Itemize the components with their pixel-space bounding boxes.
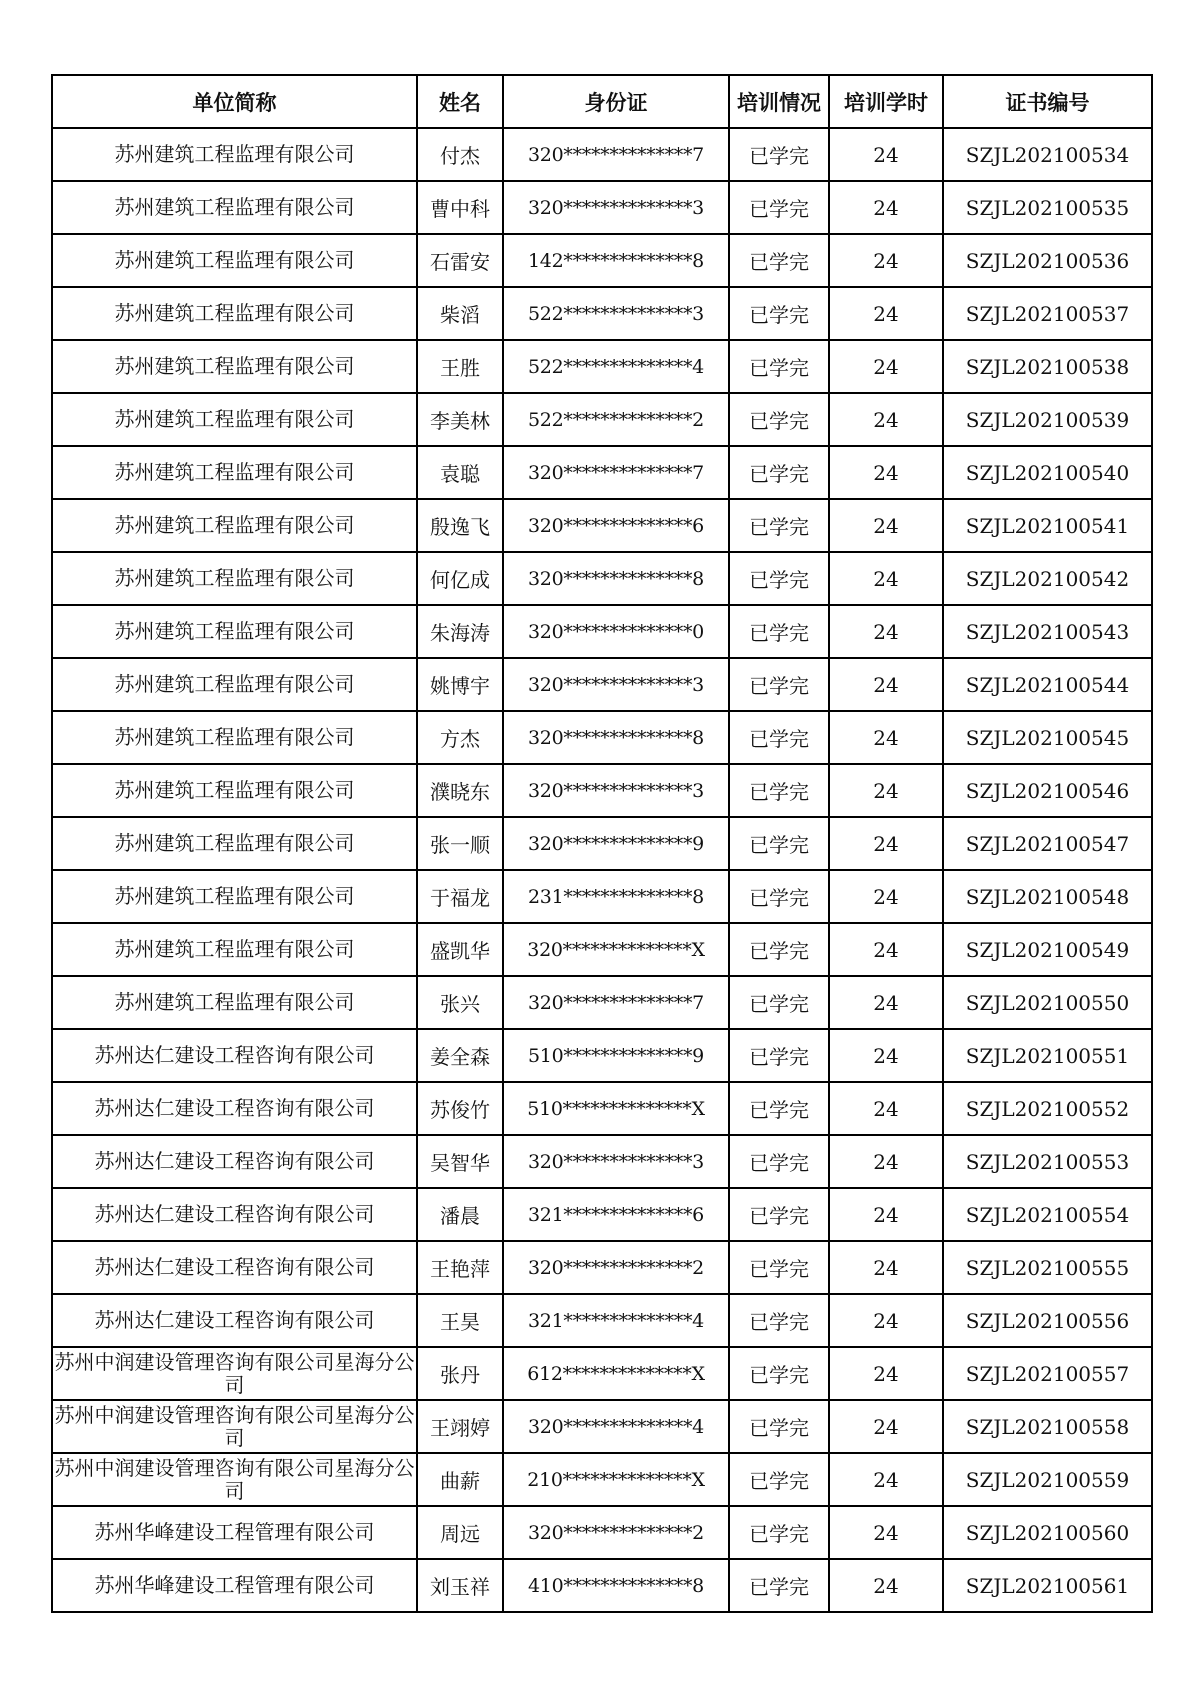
training-status-cell: 已学完 xyxy=(729,1453,829,1506)
company-cell: 苏州建筑工程监理有限公司 xyxy=(52,234,417,287)
table-row xyxy=(52,1294,1152,1347)
name-cell: 王翊婷 xyxy=(417,1400,503,1453)
id-number-cell: 320**************0 xyxy=(503,605,729,658)
table-row xyxy=(52,340,1152,393)
certificate-number-cell: SZJL202100538 xyxy=(943,340,1152,393)
name-cell: 吴智华 xyxy=(417,1135,503,1188)
name-cell: 盛凯华 xyxy=(417,923,503,976)
certificate-number-cell: SZJL202100542 xyxy=(943,552,1152,605)
certificate-number-cell: SZJL202100550 xyxy=(943,976,1152,1029)
company-cell: 苏州达仁建设工程咨询有限公司 xyxy=(52,1135,417,1188)
training-record-table-container xyxy=(51,74,1151,1613)
column-header-company: 单位简称 xyxy=(52,75,417,128)
training-status-cell: 已学完 xyxy=(729,711,829,764)
name-cell: 张一顺 xyxy=(417,817,503,870)
company-cell: 苏州达仁建设工程咨询有限公司 xyxy=(52,1294,417,1347)
company-cell: 苏州建筑工程监理有限公司 xyxy=(52,340,417,393)
company-cell: 苏州建筑工程监理有限公司 xyxy=(52,711,417,764)
training-status-cell: 已学完 xyxy=(729,552,829,605)
table-row xyxy=(52,234,1152,287)
certificate-number-cell: SZJL202100547 xyxy=(943,817,1152,870)
training-status-cell: 已学完 xyxy=(729,1294,829,1347)
training-hours-cell: 24 xyxy=(829,1559,943,1612)
training-hours-cell: 24 xyxy=(829,446,943,499)
id-number-cell: 522**************4 xyxy=(503,340,729,393)
name-cell: 曹中科 xyxy=(417,181,503,234)
name-cell: 于福龙 xyxy=(417,870,503,923)
company-cell: 苏州建筑工程监理有限公司 xyxy=(52,128,417,181)
company-cell: 苏州建筑工程监理有限公司 xyxy=(52,393,417,446)
training-status-cell: 已学完 xyxy=(729,1241,829,1294)
name-cell: 李美林 xyxy=(417,393,503,446)
company-cell: 苏州建筑工程监理有限公司 xyxy=(52,764,417,817)
company-cell: 苏州建筑工程监理有限公司 xyxy=(52,870,417,923)
certificate-number-cell: SZJL202100536 xyxy=(943,234,1152,287)
training-status-cell: 已学完 xyxy=(729,340,829,393)
training-hours-cell: 24 xyxy=(829,1135,943,1188)
name-cell: 王艳萍 xyxy=(417,1241,503,1294)
training-hours-cell: 24 xyxy=(829,1082,943,1135)
table-row xyxy=(52,711,1152,764)
training-hours-cell: 24 xyxy=(829,870,943,923)
name-cell: 袁聪 xyxy=(417,446,503,499)
id-number-cell: 410**************8 xyxy=(503,1559,729,1612)
id-number-cell: 321**************4 xyxy=(503,1294,729,1347)
certificate-number-cell: SZJL202100543 xyxy=(943,605,1152,658)
id-number-cell: 210**************X xyxy=(503,1453,729,1506)
certificate-number-cell: SZJL202100553 xyxy=(943,1135,1152,1188)
id-number-cell: 510**************X xyxy=(503,1082,729,1135)
training-status-cell: 已学完 xyxy=(729,658,829,711)
certificate-number-cell: SZJL202100552 xyxy=(943,1082,1152,1135)
id-number-cell: 320**************6 xyxy=(503,499,729,552)
company-cell: 苏州建筑工程监理有限公司 xyxy=(52,976,417,1029)
training-status-cell: 已学完 xyxy=(729,976,829,1029)
table-row xyxy=(52,923,1152,976)
id-number-cell: 320**************7 xyxy=(503,976,729,1029)
table-header xyxy=(52,75,1152,128)
name-cell: 刘玉祥 xyxy=(417,1559,503,1612)
certificate-number-cell: SZJL202100549 xyxy=(943,923,1152,976)
table-row xyxy=(52,605,1152,658)
training-hours-cell: 24 xyxy=(829,923,943,976)
training-status-cell: 已学完 xyxy=(729,446,829,499)
id-number-cell: 320**************3 xyxy=(503,764,729,817)
certificate-number-cell: SZJL202100544 xyxy=(943,658,1152,711)
company-cell: 苏州达仁建设工程咨询有限公司 xyxy=(52,1241,417,1294)
table-row xyxy=(52,552,1152,605)
certificate-number-cell: SZJL202100545 xyxy=(943,711,1152,764)
name-cell: 周远 xyxy=(417,1506,503,1559)
company-cell: 苏州建筑工程监理有限公司 xyxy=(52,923,417,976)
name-cell: 殷逸飞 xyxy=(417,499,503,552)
training-hours-cell: 24 xyxy=(829,1294,943,1347)
name-cell: 姚博宇 xyxy=(417,658,503,711)
company-cell: 苏州建筑工程监理有限公司 xyxy=(52,658,417,711)
company-cell: 苏州达仁建设工程咨询有限公司 xyxy=(52,1029,417,1082)
training-status-cell: 已学完 xyxy=(729,1188,829,1241)
name-cell: 王昊 xyxy=(417,1294,503,1347)
training-hours-cell: 24 xyxy=(829,605,943,658)
training-status-cell: 已学完 xyxy=(729,181,829,234)
table-row xyxy=(52,499,1152,552)
company-cell: 苏州建筑工程监理有限公司 xyxy=(52,817,417,870)
table-row xyxy=(52,764,1152,817)
training-hours-cell: 24 xyxy=(829,817,943,870)
name-cell: 付杰 xyxy=(417,128,503,181)
training-hours-cell: 24 xyxy=(829,340,943,393)
column-header-training-hours: 培训学时 xyxy=(829,75,943,128)
table-row xyxy=(52,1453,1152,1506)
training-status-cell: 已学完 xyxy=(729,605,829,658)
id-number-cell: 320**************3 xyxy=(503,1135,729,1188)
table-row xyxy=(52,1188,1152,1241)
training-hours-cell: 24 xyxy=(829,711,943,764)
table-row xyxy=(52,1082,1152,1135)
name-cell: 石雷安 xyxy=(417,234,503,287)
column-header-certificate-number: 证书编号 xyxy=(943,75,1152,128)
table-row xyxy=(52,1559,1152,1612)
name-cell: 何亿成 xyxy=(417,552,503,605)
training-hours-cell: 24 xyxy=(829,1188,943,1241)
certificate-number-cell: SZJL202100555 xyxy=(943,1241,1152,1294)
certificate-number-cell: SZJL202100535 xyxy=(943,181,1152,234)
training-status-cell: 已学完 xyxy=(729,128,829,181)
training-status-cell: 已学完 xyxy=(729,1559,829,1612)
id-number-cell: 320**************3 xyxy=(503,181,729,234)
id-number-cell: 320**************7 xyxy=(503,446,729,499)
certificate-number-cell: SZJL202100556 xyxy=(943,1294,1152,1347)
training-status-cell: 已学完 xyxy=(729,1400,829,1453)
id-number-cell: 320**************4 xyxy=(503,1400,729,1453)
training-status-cell: 已学完 xyxy=(729,1082,829,1135)
id-number-cell: 320**************8 xyxy=(503,552,729,605)
certificate-number-cell: SZJL202100560 xyxy=(943,1506,1152,1559)
training-hours-cell: 24 xyxy=(829,181,943,234)
name-cell: 方杰 xyxy=(417,711,503,764)
name-cell: 柴滔 xyxy=(417,287,503,340)
training-status-cell: 已学完 xyxy=(729,817,829,870)
certificate-number-cell: SZJL202100551 xyxy=(943,1029,1152,1082)
certificate-number-cell: SZJL202100548 xyxy=(943,870,1152,923)
company-cell: 苏州建筑工程监理有限公司 xyxy=(52,499,417,552)
company-cell: 苏州华峰建设工程管理有限公司 xyxy=(52,1506,417,1559)
certificate-number-cell: SZJL202100534 xyxy=(943,128,1152,181)
id-number-cell: 612**************X xyxy=(503,1347,729,1400)
certificate-number-cell: SZJL202100559 xyxy=(943,1453,1152,1506)
id-number-cell: 321**************6 xyxy=(503,1188,729,1241)
name-cell: 王胜 xyxy=(417,340,503,393)
table-row xyxy=(52,446,1152,499)
name-cell: 曲薪 xyxy=(417,1453,503,1506)
name-cell: 苏俊竹 xyxy=(417,1082,503,1135)
training-status-cell: 已学完 xyxy=(729,1029,829,1082)
company-cell: 苏州中润建设管理咨询有限公司星海分公司 xyxy=(52,1347,417,1400)
certificate-number-cell: SZJL202100541 xyxy=(943,499,1152,552)
id-number-cell: 522**************2 xyxy=(503,393,729,446)
training-status-cell: 已学完 xyxy=(729,1506,829,1559)
company-cell: 苏州达仁建设工程咨询有限公司 xyxy=(52,1082,417,1135)
training-hours-cell: 24 xyxy=(829,393,943,446)
training-hours-cell: 24 xyxy=(829,128,943,181)
certificate-number-cell: SZJL202100558 xyxy=(943,1400,1152,1453)
certificate-number-cell: SZJL202100539 xyxy=(943,393,1152,446)
training-status-cell: 已学完 xyxy=(729,393,829,446)
training-status-cell: 已学完 xyxy=(729,287,829,340)
training-status-cell: 已学完 xyxy=(729,499,829,552)
company-cell: 苏州建筑工程监理有限公司 xyxy=(52,287,417,340)
training-status-cell: 已学完 xyxy=(729,764,829,817)
training-hours-cell: 24 xyxy=(829,552,943,605)
table-row xyxy=(52,1029,1152,1082)
training-hours-cell: 24 xyxy=(829,764,943,817)
table-row xyxy=(52,1400,1152,1453)
training-hours-cell: 24 xyxy=(829,1241,943,1294)
company-cell: 苏州建筑工程监理有限公司 xyxy=(52,181,417,234)
training-record-table xyxy=(51,74,1153,1613)
table-row xyxy=(52,658,1152,711)
training-hours-cell: 24 xyxy=(829,499,943,552)
table-row xyxy=(52,128,1152,181)
id-number-cell: 231**************8 xyxy=(503,870,729,923)
training-hours-cell: 24 xyxy=(829,1453,943,1506)
id-number-cell: 320**************9 xyxy=(503,817,729,870)
header-row xyxy=(52,75,1152,128)
name-cell: 姜全森 xyxy=(417,1029,503,1082)
company-cell: 苏州中润建设管理咨询有限公司星海分公司 xyxy=(52,1400,417,1453)
column-header-name: 姓名 xyxy=(417,75,503,128)
company-cell: 苏州建筑工程监理有限公司 xyxy=(52,605,417,658)
certificate-number-cell: SZJL202100557 xyxy=(943,1347,1152,1400)
company-cell: 苏州达仁建设工程咨询有限公司 xyxy=(52,1188,417,1241)
name-cell: 朱海涛 xyxy=(417,605,503,658)
column-header-id-number: 身份证 xyxy=(503,75,729,128)
company-cell: 苏州建筑工程监理有限公司 xyxy=(52,552,417,605)
certificate-number-cell: SZJL202100540 xyxy=(943,446,1152,499)
training-status-cell: 已学完 xyxy=(729,1135,829,1188)
company-cell: 苏州中润建设管理咨询有限公司星海分公司 xyxy=(52,1453,417,1506)
name-cell: 濮晓东 xyxy=(417,764,503,817)
id-number-cell: 320**************8 xyxy=(503,711,729,764)
training-status-cell: 已学完 xyxy=(729,870,829,923)
training-status-cell: 已学完 xyxy=(729,923,829,976)
table-row xyxy=(52,287,1152,340)
id-number-cell: 320**************2 xyxy=(503,1506,729,1559)
table-row xyxy=(52,870,1152,923)
name-cell: 潘晨 xyxy=(417,1188,503,1241)
table-row xyxy=(52,1135,1152,1188)
name-cell: 张兴 xyxy=(417,976,503,1029)
training-hours-cell: 24 xyxy=(829,658,943,711)
company-cell: 苏州建筑工程监理有限公司 xyxy=(52,446,417,499)
id-number-cell: 142**************8 xyxy=(503,234,729,287)
id-number-cell: 522**************3 xyxy=(503,287,729,340)
id-number-cell: 510**************9 xyxy=(503,1029,729,1082)
certificate-number-cell: SZJL202100554 xyxy=(943,1188,1152,1241)
id-number-cell: 320**************3 xyxy=(503,658,729,711)
name-cell: 张丹 xyxy=(417,1347,503,1400)
id-number-cell: 320**************7 xyxy=(503,128,729,181)
table-row xyxy=(52,1347,1152,1400)
training-hours-cell: 24 xyxy=(829,287,943,340)
training-hours-cell: 24 xyxy=(829,234,943,287)
table-body xyxy=(52,128,1152,1612)
id-number-cell: 320**************2 xyxy=(503,1241,729,1294)
certificate-number-cell: SZJL202100546 xyxy=(943,764,1152,817)
table-row xyxy=(52,181,1152,234)
table-row xyxy=(52,393,1152,446)
training-hours-cell: 24 xyxy=(829,1506,943,1559)
table-row xyxy=(52,976,1152,1029)
training-hours-cell: 24 xyxy=(829,976,943,1029)
certificate-number-cell: SZJL202100561 xyxy=(943,1559,1152,1612)
training-hours-cell: 24 xyxy=(829,1347,943,1400)
training-hours-cell: 24 xyxy=(829,1400,943,1453)
table-row xyxy=(52,1241,1152,1294)
training-status-cell: 已学完 xyxy=(729,234,829,287)
table-row xyxy=(52,817,1152,870)
id-number-cell: 320**************X xyxy=(503,923,729,976)
training-status-cell: 已学完 xyxy=(729,1347,829,1400)
column-header-training-status: 培训情况 xyxy=(729,75,829,128)
certificate-number-cell: SZJL202100537 xyxy=(943,287,1152,340)
company-cell: 苏州华峰建设工程管理有限公司 xyxy=(52,1559,417,1612)
table-row xyxy=(52,1506,1152,1559)
training-hours-cell: 24 xyxy=(829,1029,943,1082)
